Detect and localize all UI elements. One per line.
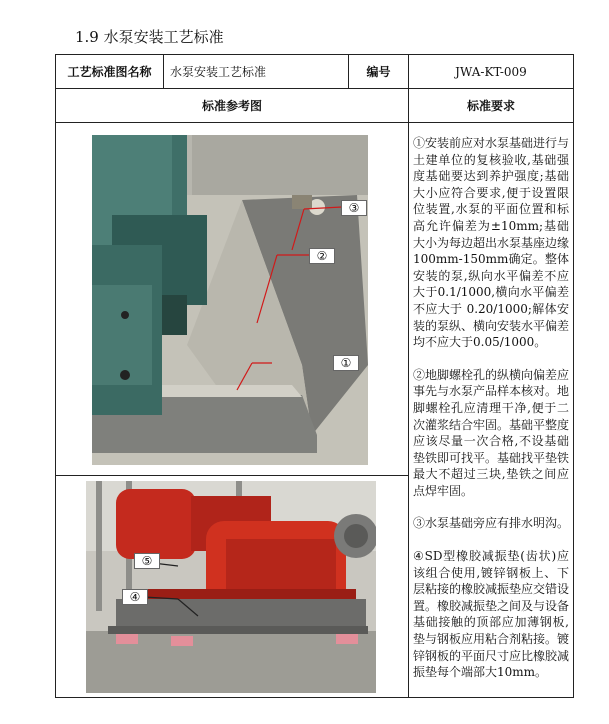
requirement-item-1: ①安装前应对水泵基础进行与土建单位的复核验收,基础强度基础要达到养护强度;基础大小应符合要求,便于设置限位装置,水泵的平面位置和标高允许偏差为±10mm;基础大小为每边超出水泵基座边缘100mm-150mm确定。整体安装的泵,纵向水平偏差不应大于0.1/1000,横向水平偏差不应大于 0.20/1000;解体安装的泵纵、横向安装水平偏差均不应大于0.05/1000。 bbox=[413, 136, 570, 350]
drawing-name-value: 水泵安装工艺标准 bbox=[164, 55, 349, 89]
requirement-item-2: ②地脚螺栓孔的纵横向偏差应事先与水泵产品样本核对。地脚螺栓孔应清理干净,便于二次灌浆结合牢固。基础平整度应该尽量一次合格,不设基础垫铁即可找平。基础找平垫铁最大不超过三块,垫铁之间应点焊牢固。 bbox=[413, 367, 570, 498]
code-label: 编号 bbox=[349, 55, 409, 89]
pump-vibration-pad-illustration bbox=[86, 481, 376, 693]
section-title: 1.9 水泵安装工艺标准 bbox=[75, 28, 224, 46]
content-row bbox=[56, 123, 574, 698]
code-value: JWA-KT-009 bbox=[409, 55, 574, 89]
callout-3: ③ bbox=[341, 200, 367, 216]
requirement-item-4: ④SD型橡胶减振垫(齿状)应该组合使用,镀锌钢板上、下层粘接的橡胶减振垫应交错设置。橡胶减振垫之间及与设备基础接触的顶部应加薄钢板,垫与钢板应用粘合剂粘接。镀锌钢板的平面尺寸应比橡胶减振垫每个端部大10mm。 bbox=[413, 549, 570, 680]
callout-2: ② bbox=[309, 248, 335, 264]
header-row bbox=[56, 55, 574, 89]
standard-table bbox=[55, 54, 574, 698]
drawing-name-label: 工艺标准图名称 bbox=[56, 55, 164, 89]
callout-5: ⑤ bbox=[134, 553, 160, 569]
photo-divider bbox=[56, 475, 408, 476]
callout-1: ① bbox=[333, 355, 359, 371]
requirement-item-3: ③水泵基础旁应有排水明沟。 bbox=[413, 516, 570, 531]
requirements-cell bbox=[409, 123, 574, 698]
callout-4: ④ bbox=[122, 589, 148, 605]
pump-foundation-photo bbox=[92, 135, 368, 465]
column-header-row bbox=[56, 89, 574, 123]
requirements-header: 标准要求 bbox=[409, 89, 574, 123]
pump-vibration-pad-photo bbox=[86, 481, 376, 693]
reference-figure-header: 标准参考图 bbox=[56, 89, 409, 123]
reference-photos-cell bbox=[56, 123, 409, 698]
pump-foundation-illustration bbox=[92, 135, 368, 465]
